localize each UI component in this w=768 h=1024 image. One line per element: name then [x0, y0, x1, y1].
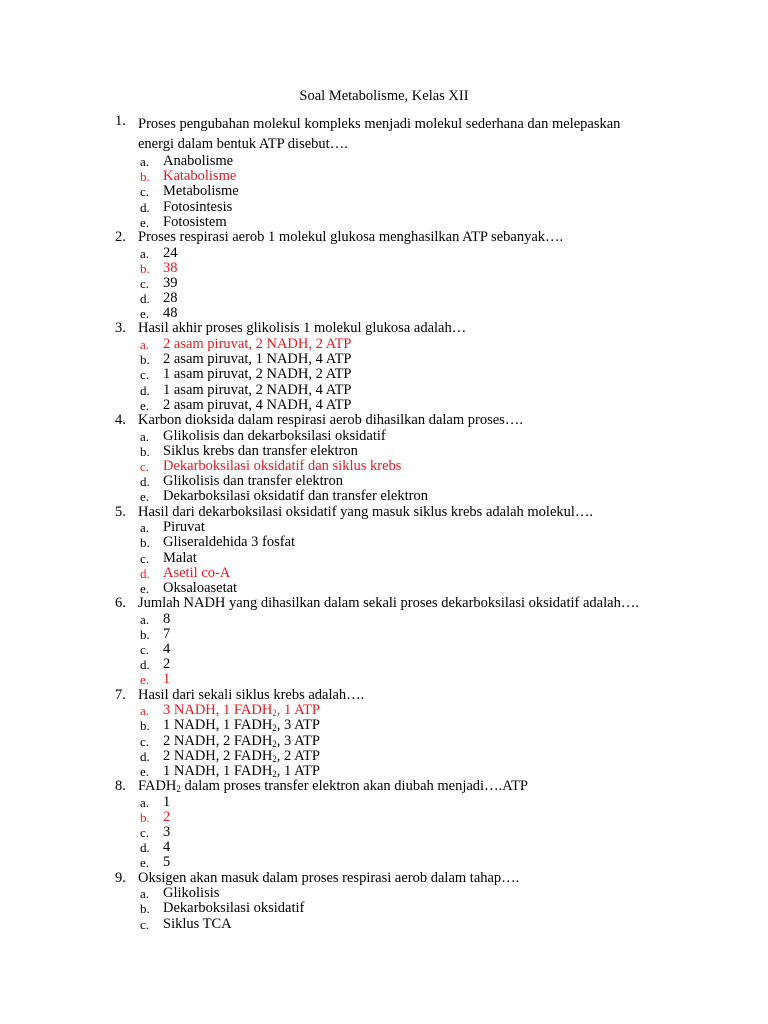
option-b — [0, 352, 768, 367]
option-e — [0, 855, 768, 870]
option-text-pre: 1 NADH, 1 FADH — [163, 717, 273, 734]
option-e — [0, 672, 768, 687]
option-letter: e. — [140, 580, 150, 596]
question-2 — [0, 230, 768, 322]
option-text: Oksaloasetat — [163, 579, 238, 596]
option-text: Siklus TCA — [163, 915, 232, 932]
option-text: Glikolisis — [163, 885, 220, 902]
option-text-post: , 1 ATP — [276, 702, 320, 719]
option-e — [0, 215, 768, 230]
option-text: 38 — [163, 259, 178, 276]
subscript: 2 — [272, 768, 277, 779]
question-3 — [0, 321, 768, 413]
option-letter: d. — [140, 199, 150, 215]
option-d — [0, 566, 768, 581]
option-letter: c. — [140, 275, 150, 291]
question-1 — [0, 114, 768, 230]
question-8 — [0, 779, 768, 871]
option-letter: a. — [140, 794, 150, 810]
option-b — [0, 810, 768, 825]
option-d — [0, 749, 768, 764]
option-letter: d. — [140, 657, 150, 673]
question-text-post: dalam proses transfer elektron akan diubah menjadi….ATP — [180, 778, 528, 795]
option-c — [0, 459, 768, 474]
option-d — [0, 657, 768, 672]
option-text: 2 asam piruvat, 1 NADH, 4 ATP — [163, 351, 352, 368]
option-text: Piruvat — [163, 519, 205, 536]
option-text: 39 — [163, 274, 178, 291]
option-text — [163, 749, 320, 764]
subscript: 2 — [272, 708, 277, 719]
question-text: Proses pengubahan molekul kompleks menjadi molekul sederhana dan melepaskan energi dalam bentuk ATP disebut…. — [138, 116, 621, 152]
subscript: 2 — [272, 738, 277, 749]
question-4 — [0, 413, 768, 505]
option-d — [0, 840, 768, 855]
option-e — [0, 581, 768, 596]
option-letter: e. — [140, 489, 150, 505]
option-b — [0, 627, 768, 642]
option-letter: e. — [140, 397, 150, 413]
option-text: Fotosintesis — [163, 198, 233, 215]
option-a — [0, 703, 768, 718]
question-text: Oksigen akan masuk dalam proses respirasi aerob dalam tahap…. — [138, 869, 520, 886]
question-text: Jumlah NADH yang dihasilkan dalam sekali proses dekarboksilasi oksidatif adalah…. — [138, 595, 639, 612]
option-letter: c. — [140, 367, 150, 383]
option-text: 8 — [163, 610, 171, 627]
option-d — [0, 200, 768, 215]
option-list — [0, 520, 768, 596]
option-c — [0, 367, 768, 382]
question-text: Karbon dioksida dalam respirasi aerob dihasilkan dalam proses…. — [138, 412, 523, 428]
question-text: Hasil dari sekali siklus krebs adalah…. — [138, 686, 365, 703]
option-a — [0, 886, 768, 901]
option-text: 4 — [163, 641, 171, 658]
option-letter: a. — [140, 520, 150, 536]
option-a — [0, 246, 768, 261]
option-letter: b. — [140, 718, 150, 734]
option-b — [0, 261, 768, 276]
option-d — [0, 383, 768, 398]
option-d — [0, 291, 768, 306]
option-letter: b. — [140, 901, 150, 917]
question-text — [138, 779, 658, 795]
option-text: 2 asam piruvat, 2 NADH, 2 ATP — [163, 336, 352, 353]
option-letter: a. — [140, 703, 150, 719]
option-text: 2 — [163, 808, 171, 825]
option-b — [0, 718, 768, 733]
option-text — [163, 703, 320, 718]
option-text-post: , 3 ATP — [276, 717, 320, 734]
option-a — [0, 154, 768, 169]
subscript: 2 — [272, 753, 277, 764]
option-text: Fotosistem — [163, 213, 227, 230]
question-list — [0, 114, 768, 932]
option-a — [0, 520, 768, 535]
option-letter: c. — [140, 184, 150, 200]
option-text-pre: 3 NADH, 1 FADH — [163, 702, 273, 719]
option-text: 1 — [163, 793, 171, 810]
option-e — [0, 306, 768, 321]
option-letter: b. — [140, 443, 150, 459]
option-text: Glikolisis dan dekarboksilasi oksidatif — [163, 427, 386, 444]
option-text: 1 — [163, 671, 171, 688]
option-text — [163, 764, 320, 779]
option-a — [0, 795, 768, 810]
question-number: 2. — [115, 228, 126, 245]
question-number: 7. — [115, 686, 126, 703]
option-letter: d. — [140, 382, 150, 398]
option-list — [0, 246, 768, 322]
question-number: 6. — [115, 595, 126, 612]
option-text-pre: 2 NADH, 2 FADH — [163, 732, 273, 749]
option-letter: d. — [140, 291, 150, 307]
question-5 — [0, 505, 768, 597]
subscript: 2 — [272, 723, 277, 734]
option-c — [0, 917, 768, 932]
option-text-post: , 2 ATP — [276, 747, 320, 764]
option-c — [0, 642, 768, 657]
question-text: Hasil dari dekarboksilasi oksidatif yang masuk siklus krebs adalah molekul…. — [138, 503, 594, 520]
option-text: 28 — [163, 290, 178, 307]
option-list — [0, 795, 768, 871]
option-letter: a. — [140, 337, 150, 353]
option-letter: e. — [140, 855, 150, 871]
option-c — [0, 276, 768, 291]
option-text: Katabolisme — [163, 168, 237, 185]
option-letter: d. — [140, 474, 150, 490]
option-list — [0, 612, 768, 688]
option-text — [163, 734, 320, 749]
option-text: 2 — [163, 656, 171, 673]
option-letter: c. — [140, 458, 150, 474]
option-list — [0, 337, 768, 413]
option-text: Dekarboksilasi oksidatif dan transfer elektron — [163, 488, 428, 505]
option-letter: b. — [140, 260, 150, 276]
question-text-pre: FADH — [138, 778, 177, 795]
option-text: Siklus krebs dan transfer elektron — [163, 442, 358, 459]
option-letter: d. — [140, 840, 150, 856]
option-letter: a. — [140, 611, 150, 627]
question-6 — [0, 596, 768, 688]
option-a — [0, 429, 768, 444]
option-letter: a. — [140, 154, 150, 169]
option-letter: c. — [140, 916, 150, 932]
option-letter: b. — [140, 535, 150, 551]
option-text: 4 — [163, 839, 171, 856]
option-text-post: , 1 ATP — [276, 762, 320, 779]
option-letter: c. — [140, 733, 150, 749]
option-e — [0, 489, 768, 504]
option-text: Gliseraldehida 3 fosfat — [163, 534, 296, 551]
option-b — [0, 169, 768, 184]
option-letter: a. — [140, 245, 150, 261]
option-b — [0, 535, 768, 550]
option-text: 1 asam piruvat, 2 NADH, 4 ATP — [163, 381, 352, 398]
option-text: Metabolisme — [163, 183, 239, 200]
option-letter: b. — [140, 169, 150, 185]
option-b — [0, 901, 768, 916]
subscript: 2 — [176, 784, 181, 795]
option-letter: c. — [140, 642, 150, 658]
option-d — [0, 474, 768, 489]
option-letter: e. — [140, 306, 150, 322]
option-text-post: , 3 ATP — [276, 732, 320, 749]
option-list — [0, 703, 768, 779]
option-text-pre: 1 NADH, 1 FADH — [163, 762, 273, 779]
option-text: 5 — [163, 854, 171, 871]
option-text: 3 — [163, 824, 171, 841]
option-a — [0, 337, 768, 352]
option-text — [163, 718, 320, 733]
option-text: Malat — [163, 549, 197, 566]
option-list — [0, 886, 768, 932]
option-text: 48 — [163, 305, 178, 322]
option-letter: b. — [140, 626, 150, 642]
option-text: 7 — [163, 625, 171, 642]
option-letter: e. — [140, 763, 150, 779]
option-list — [0, 429, 768, 505]
option-text: Asetil co-A — [163, 564, 231, 581]
option-text: Dekarboksilasi oksidatif — [163, 900, 305, 917]
option-letter: a. — [140, 886, 150, 902]
option-text: 1 asam piruvat, 2 NADH, 2 ATP — [163, 366, 352, 383]
option-c — [0, 825, 768, 840]
option-letter: d. — [140, 565, 150, 581]
question-number: 5. — [115, 503, 126, 520]
option-e — [0, 398, 768, 413]
option-text: Dekarboksilasi oksidatif dan siklus krebs — [163, 457, 402, 474]
option-text: Glikolisis dan transfer elektron — [163, 473, 343, 490]
question-number: 3. — [115, 320, 126, 337]
question-text: Hasil akhir proses glikolisis 1 molekul glukosa adalah… — [138, 320, 467, 337]
question-number: 4. — [115, 412, 126, 428]
question-7 — [0, 688, 768, 780]
option-text: 2 asam piruvat, 4 NADH, 4 ATP — [163, 396, 352, 413]
option-c — [0, 184, 768, 199]
option-letter: c. — [140, 550, 150, 566]
option-a — [0, 612, 768, 627]
option-list — [0, 154, 768, 230]
option-c — [0, 734, 768, 749]
option-text: Anabolisme — [163, 153, 234, 169]
option-letter: d. — [140, 748, 150, 764]
option-e — [0, 764, 768, 779]
option-letter: b. — [140, 809, 150, 825]
option-c — [0, 551, 768, 566]
option-letter: a. — [140, 428, 150, 444]
question-number: 8. — [115, 778, 126, 795]
option-text: 24 — [163, 244, 178, 261]
option-text-pre: 2 NADH, 2 FADH — [163, 747, 273, 764]
option-letter: b. — [140, 352, 150, 368]
question-9 — [0, 871, 768, 932]
question-number: 9. — [115, 869, 126, 886]
question-text: Proses respirasi aerob 1 molekul glukosa menghasilkan ATP sebanyak…. — [138, 228, 564, 245]
option-b — [0, 444, 768, 459]
option-letter: e. — [140, 214, 150, 230]
option-letter: e. — [140, 672, 150, 688]
question-number: 1. — [115, 113, 126, 129]
option-letter: c. — [140, 825, 150, 841]
document-title: Soal Metabolisme, Kelas XII — [299, 88, 469, 104]
